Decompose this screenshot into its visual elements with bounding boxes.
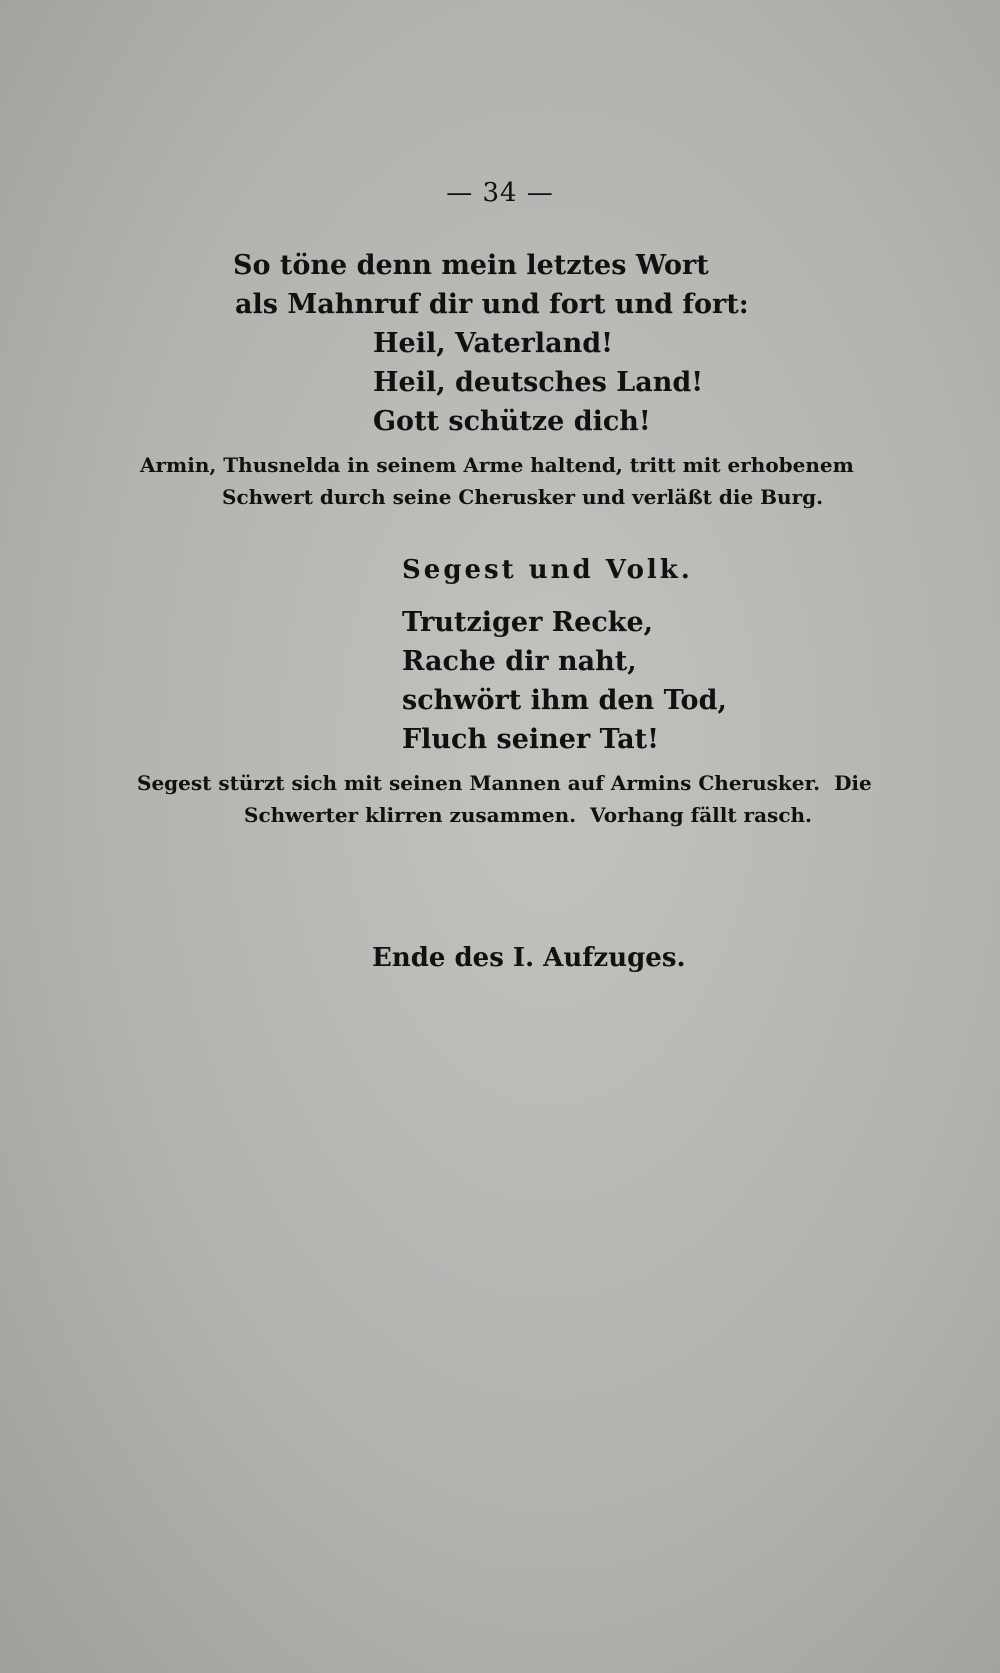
page-number: — 34 — <box>446 178 554 208</box>
speaker-name: Segest und Volk. <box>402 555 693 585</box>
verse-block-1 <box>0 246 1000 441</box>
act-end <box>0 943 1000 973</box>
act-end-text: Ende des I. Aufzuges. <box>372 943 686 973</box>
verse-line: als Mahnruf dir und fort und fort: <box>235 289 749 320</box>
stage-direction-line: Armin, Thusnelda in seinem Arme haltend, tritt mit erhobenem <box>140 453 854 477</box>
verse-line: Fluch seiner Tat! <box>402 724 659 755</box>
verse-line: Gott schütze dich! <box>373 406 651 437</box>
verse-block-2 <box>0 603 1000 759</box>
verse-line: So töne denn mein letztes Wort <box>233 250 709 281</box>
verse-line: Heil, deutsches Land! <box>373 367 704 398</box>
stage-direction-1 <box>0 449 1000 513</box>
speaker-heading <box>0 555 1000 585</box>
verse-line: Heil, Vaterland! <box>373 328 613 359</box>
stage-direction-line: Segest stürzt sich mit seinen Mannen auf Armins Cherusker. Die <box>137 771 872 795</box>
stage-direction-line: Schwert durch seine Cherusker und verläßt die Burg. <box>222 485 824 509</box>
verse-line: Trutziger Recke, <box>402 607 654 638</box>
stage-direction-line: Schwerter klirren zusammen. Vorhang fällt rasch. <box>244 803 812 827</box>
stage-direction-2 <box>0 767 1000 831</box>
verse-line: schwört ihm den Tod, <box>402 685 727 716</box>
verse-line: Rache dir naht, <box>402 646 637 677</box>
